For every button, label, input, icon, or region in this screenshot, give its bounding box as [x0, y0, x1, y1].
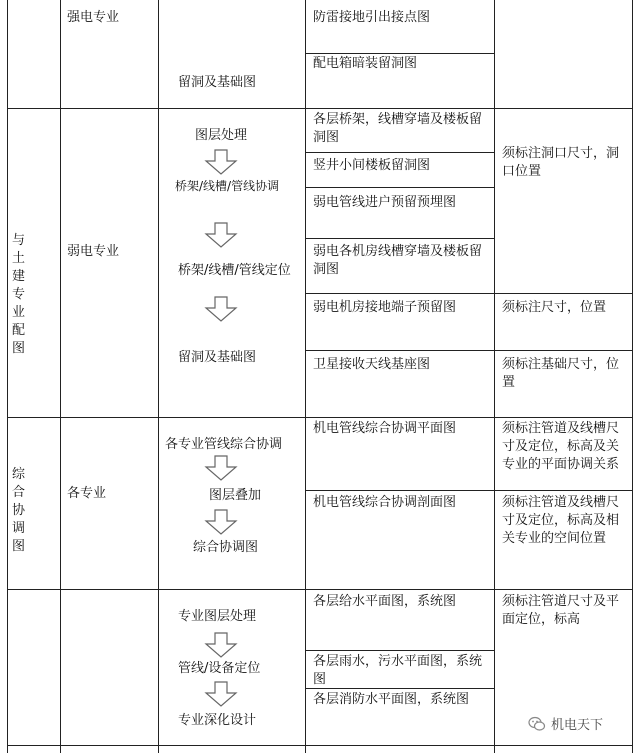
down-arrow-icon — [204, 222, 238, 248]
process-step: 留洞及基础图 — [178, 75, 257, 90]
wechat-icon — [528, 715, 546, 733]
down-arrow-icon — [204, 455, 238, 481]
discipline-cell: 强电专业 — [67, 10, 120, 25]
category-cell: 与土建专业配图 — [11, 233, 25, 356]
row-divider — [305, 53, 495, 54]
drawing-cell: 弱电机房接地端子预留图 — [313, 300, 457, 315]
drawing-cell: 竖井小间楼板留洞图 — [313, 158, 431, 173]
table-border — [7, 745, 633, 746]
row-divider — [305, 293, 633, 294]
row-divider — [305, 490, 633, 491]
process-step: 桥架/线槽/管线协调 — [175, 179, 280, 193]
down-arrow-icon — [204, 509, 238, 535]
drawing-cell: 各层雨水，污水平面图，系统图 — [313, 654, 483, 687]
note-cell: 须标注管道及线槽尺寸及定位，标高及相关专业的空间位置 — [502, 495, 620, 546]
row-divider — [7, 417, 633, 418]
process-step: 图层处理 — [195, 128, 248, 143]
category-cell: 综合协调图 — [11, 467, 25, 554]
down-arrow-icon — [204, 296, 238, 322]
drawing-cell: 各层桥架，线槽穿墙及楼板留洞图 — [313, 112, 483, 145]
drawing-cell: 弱电管线进户预留预埋图 — [313, 195, 457, 210]
table-border — [632, 0, 633, 753]
process-step: 桥架/线槽/管线定位 — [178, 263, 291, 278]
watermark — [528, 714, 603, 733]
down-arrow-icon — [204, 632, 238, 658]
row-divider — [7, 589, 633, 590]
process-step: 综合协调图 — [193, 540, 259, 555]
drawing-cell: 机电管线综合协调剖面图 — [313, 495, 457, 510]
process-step: 图层叠加 — [209, 488, 262, 503]
drawing-cell: 配电箱暗装留洞图 — [313, 56, 418, 71]
down-arrow-icon — [204, 681, 238, 707]
note-cell: 须标注管道尺寸及平面定位，标高 — [502, 594, 620, 627]
row-divider — [305, 152, 495, 153]
row-divider — [305, 187, 495, 188]
drawing-cell: 弱电各机房线槽穿墙及楼板留洞图 — [313, 244, 483, 277]
down-arrow-icon — [204, 149, 238, 175]
drawing-cell: 各层给水平面图，系统图 — [313, 594, 457, 609]
note-cell: 须标注洞口尺寸，洞口位置 — [502, 146, 620, 179]
row-divider — [7, 108, 633, 109]
column-divider — [305, 0, 306, 753]
discipline-cell: 各专业 — [67, 486, 107, 501]
row-divider — [305, 238, 495, 239]
watermark-text: 机电天下 — [551, 718, 604, 733]
column-divider — [158, 0, 159, 753]
process-step: 各专业管线综合协调 — [165, 437, 283, 452]
row-divider — [305, 650, 495, 651]
process-step: 专业深化设计 — [178, 713, 257, 728]
row-divider — [305, 350, 633, 351]
column-divider — [60, 0, 61, 753]
drawing-cell: 各层消防水平面图，系统图 — [313, 692, 470, 707]
drawing-cell: 防雷接地引出接点图 — [313, 10, 431, 25]
discipline-cell: 弱电专业 — [67, 244, 120, 259]
process-step: 留洞及基础图 — [178, 350, 257, 365]
column-divider — [494, 0, 495, 753]
note-cell: 须标注管道及线槽尺寸及定位，标高及关专业的平面协调关系 — [502, 421, 620, 472]
table-border — [7, 0, 8, 753]
drawing-cell: 卫星接收天线基座图 — [313, 357, 431, 372]
process-step: 管线/设备定位 — [178, 661, 261, 676]
note-cell: 须标注尺寸，位置 — [502, 300, 607, 315]
process-step: 专业图层处理 — [178, 609, 257, 624]
drawing-cell: 机电管线综合协调平面图 — [313, 421, 457, 436]
note-cell: 须标注基础尺寸，位置 — [502, 357, 620, 390]
